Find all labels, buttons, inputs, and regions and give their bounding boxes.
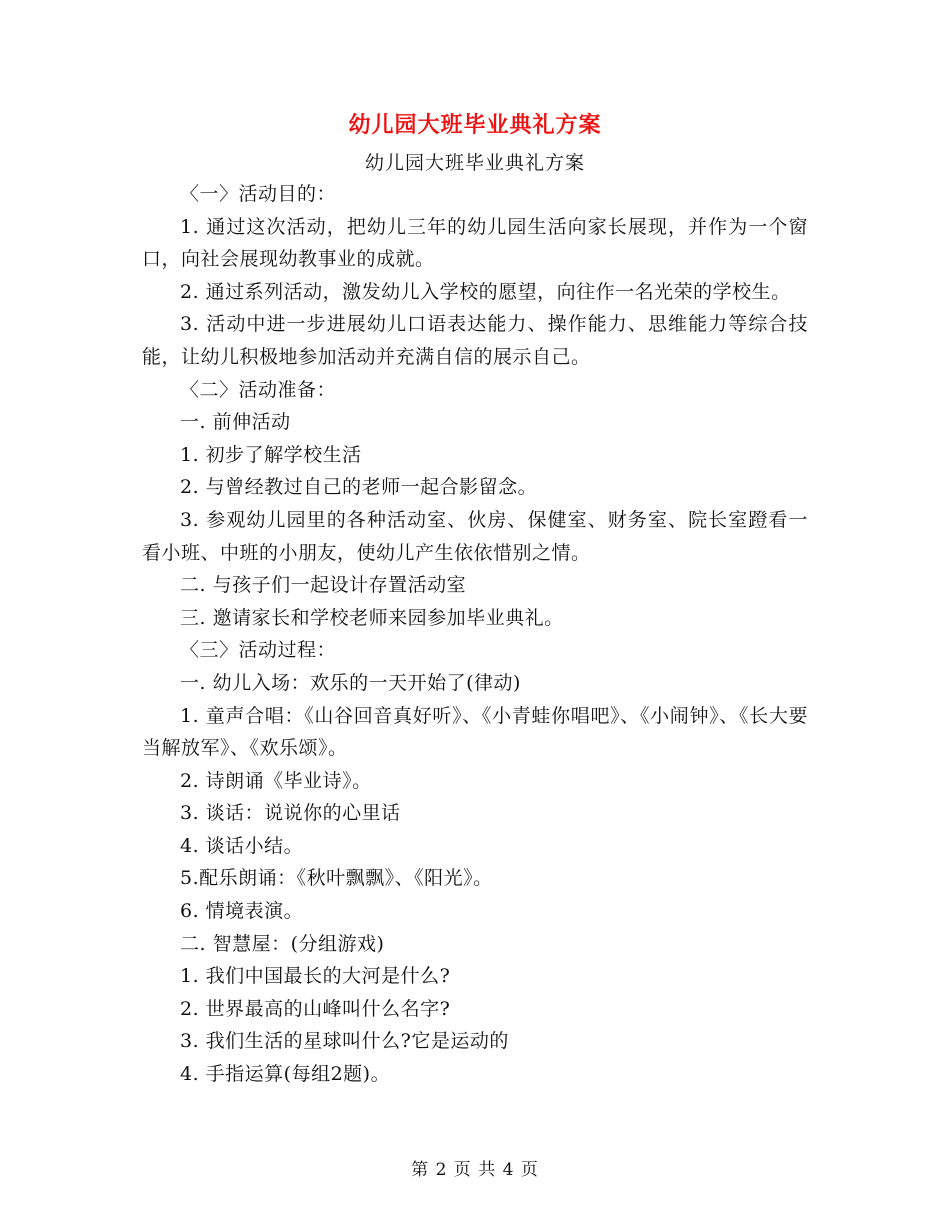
paragraph: 一. 幼儿入场：欢乐的一天开始了(律动) — [180, 671, 521, 694]
paragraph: 1. 我们中国最长的大河是什么? — [180, 965, 451, 988]
paragraph: 5.配乐朗诵：《秋叶飘飘》、《阳光》。 — [180, 867, 493, 890]
paragraph: 3. 活动中进一步进展幼儿口语表达能力、操作能力、思维能力等综合技能，让幼儿积极地参加活动并充满自信的展示自己。 — [142, 313, 808, 368]
paragraph: 2. 通过系列活动，激发幼儿入学校的愿望，向往作一名光荣的学校生。 — [180, 280, 791, 303]
paragraph: 2. 与曾经教过自己的老师一起合影留念。 — [180, 476, 538, 499]
paragraph: 1. 初步了解学校生活 — [180, 443, 362, 466]
document-title: 幼儿园大班毕业典礼方案 — [348, 112, 602, 138]
document-subtitle: 幼儿园大班毕业典礼方案 — [364, 152, 585, 174]
paragraph: 2. 诗朗诵《毕业诗》。 — [180, 769, 372, 792]
paragraph: 6. 情境表演。 — [180, 900, 304, 923]
paragraph: 二. 与孩子们一起设计存置活动室 — [180, 574, 467, 597]
paragraph: 〈三〉活动过程： — [180, 639, 337, 662]
paragraph: 1. 童声合唱：《山谷回音真好听》、《小青蛙你唱吧》、《小闹钟》、《长大要当解放军》、《欢乐颂》。 — [142, 704, 808, 760]
paragraph: 三. 邀请家长和学校老师来园参加毕业典礼。 — [180, 606, 564, 629]
paragraph: 1. 通过这次活动，把幼儿三年的幼儿园生活向家长展现，并作为一个窗口，向社会展现幼教事业的成就。 — [142, 215, 808, 271]
page-number-footer: 第 2 页 共 4 页 — [411, 1160, 539, 1180]
paragraph: 〈一〉活动目的： — [180, 183, 337, 205]
paragraph: 2. 世界最高的山峰叫什么名字? — [180, 997, 451, 1020]
paragraph: 3. 我们生活的星球叫什么?它是运动的 — [180, 1030, 509, 1053]
paragraph: 4. 手指运算(每组2题)。 — [180, 1063, 391, 1086]
document-body — [142, 178, 808, 1091]
paragraph: 二. 智慧屋：(分组游戏) — [180, 932, 385, 955]
paragraph: 〈二〉活动准备： — [180, 378, 337, 401]
paragraph: 3. 谈话：说说你的心里话 — [180, 802, 401, 825]
paragraph: 4. 谈话小结。 — [180, 834, 304, 857]
paragraph: 3. 参观幼儿园里的各种活动室、伙房、保健室、财务室、院长室蹬看一看小班、中班的小朋友，使幼儿产生依依惜别之情。 — [142, 508, 808, 564]
paragraph: 一. 前伸活动 — [180, 411, 291, 434]
